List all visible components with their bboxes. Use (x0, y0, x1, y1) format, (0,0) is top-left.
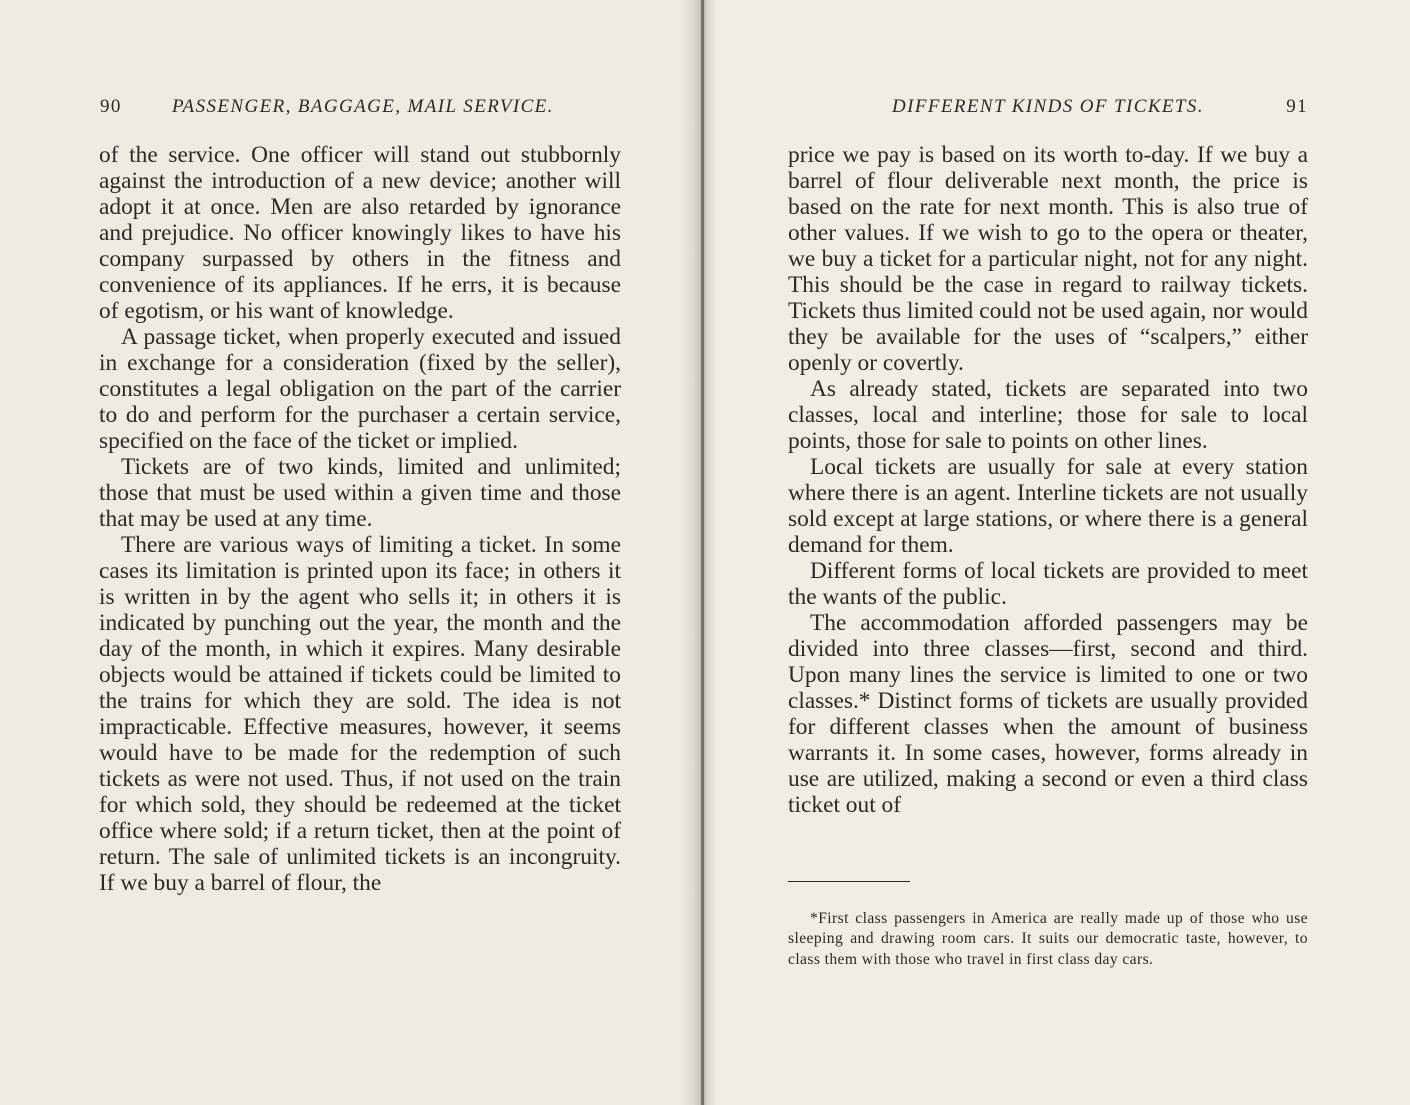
page-number: 91 (1286, 96, 1308, 117)
paragraph: Local tickets are usually for sale at every station where there is an agent. Interline tickets are not usually sold except at large stations, or where there is a general demand for them. (788, 454, 1308, 558)
footnote-rule (788, 881, 910, 882)
paragraph: A passage ticket, when properly executed and issued in exchange for a consideration (fixed by the seller), constitutes a legal obligation on the part of the carrier to do and perform for the purchaser a certain service, specified on the face of the ticket or implied. (99, 324, 621, 454)
paragraph: of the service. One officer will stand out stubbornly against the introduction of a new device; another will adopt it at once. Men are also retarded by ignorance and prejudice. No officer knowingly likes to have his company surpassed by others in the fitness and convenience of its appliances. If he errs, it is because of egotism, or his want of knowledge. (99, 142, 621, 324)
paragraph: There are various ways of limiting a ticket. In some cases its limitation is printed upon its face; in others it is written in by the agent who sells it; in others it is indicated by punching out the year, the month and the day of the month, in which it expires. Many desirable objects would be attained if tickets could be limited to the trains for which they are sold. The idea is not impracticable. Effective measures, however, it seems would have to be made for the redemption of such tickets as were not used. Thus, if not used on the train for which sold, they should be redeemed at the ticket office where sold; if a return ticket, then at the point of return. The sale of unlimited tickets is an incongruity. If we buy a barrel of flour, the (99, 532, 621, 896)
left-body-text (99, 142, 621, 896)
running-head: DIFFERENT KINDS OF TICKETS. (892, 96, 1204, 117)
paragraph: The accommodation afforded passengers may be divided into three classes—first, second and third. Upon many lines the service is limited to one or two classes.* Distinct forms of tickets are usually provided for different classes when the amount of business warrants it. In some cases, however, forms already in use are utilized, making a second or even a third class ticket out of (788, 610, 1308, 818)
paragraph: Tickets are of two kinds, limited and unlimited; those that must be used within a given time and those that may be used at any time. (99, 454, 621, 532)
gutter-shadow (681, 0, 703, 1105)
paragraph: As already stated, tickets are separated into two classes, local and interline; those for sale to local points, those for sale to points on other lines. (788, 376, 1308, 454)
paragraph: price we pay is based on its worth to-day. If we buy a barrel of flour deliverable next month, the price is based on the rate for next month. This is also true of other values. If we wish to go to the opera or theater, we buy a ticket for a particular night, not for any night. This should be the case in regard to railway tickets. Tickets thus limited could not be used again, nor would they be available for the uses of “scalpers,” either openly or covertly. (788, 142, 1308, 376)
right-body-text (788, 142, 1308, 818)
paragraph: Different forms of local tickets are provided to meet the wants of the public. (788, 558, 1308, 610)
book-gutter (701, 0, 704, 1105)
running-head: PASSENGER, BAGGAGE, MAIL SERVICE. (172, 96, 554, 117)
footnote: *First class passengers in America are really made up of those who use sleeping and drawing room cars. It suits our democratic taste, however, to class them with those who travel in first class day cars. (788, 909, 1308, 968)
gutter-shadow (703, 0, 717, 1105)
page-number: 90 (100, 96, 122, 117)
